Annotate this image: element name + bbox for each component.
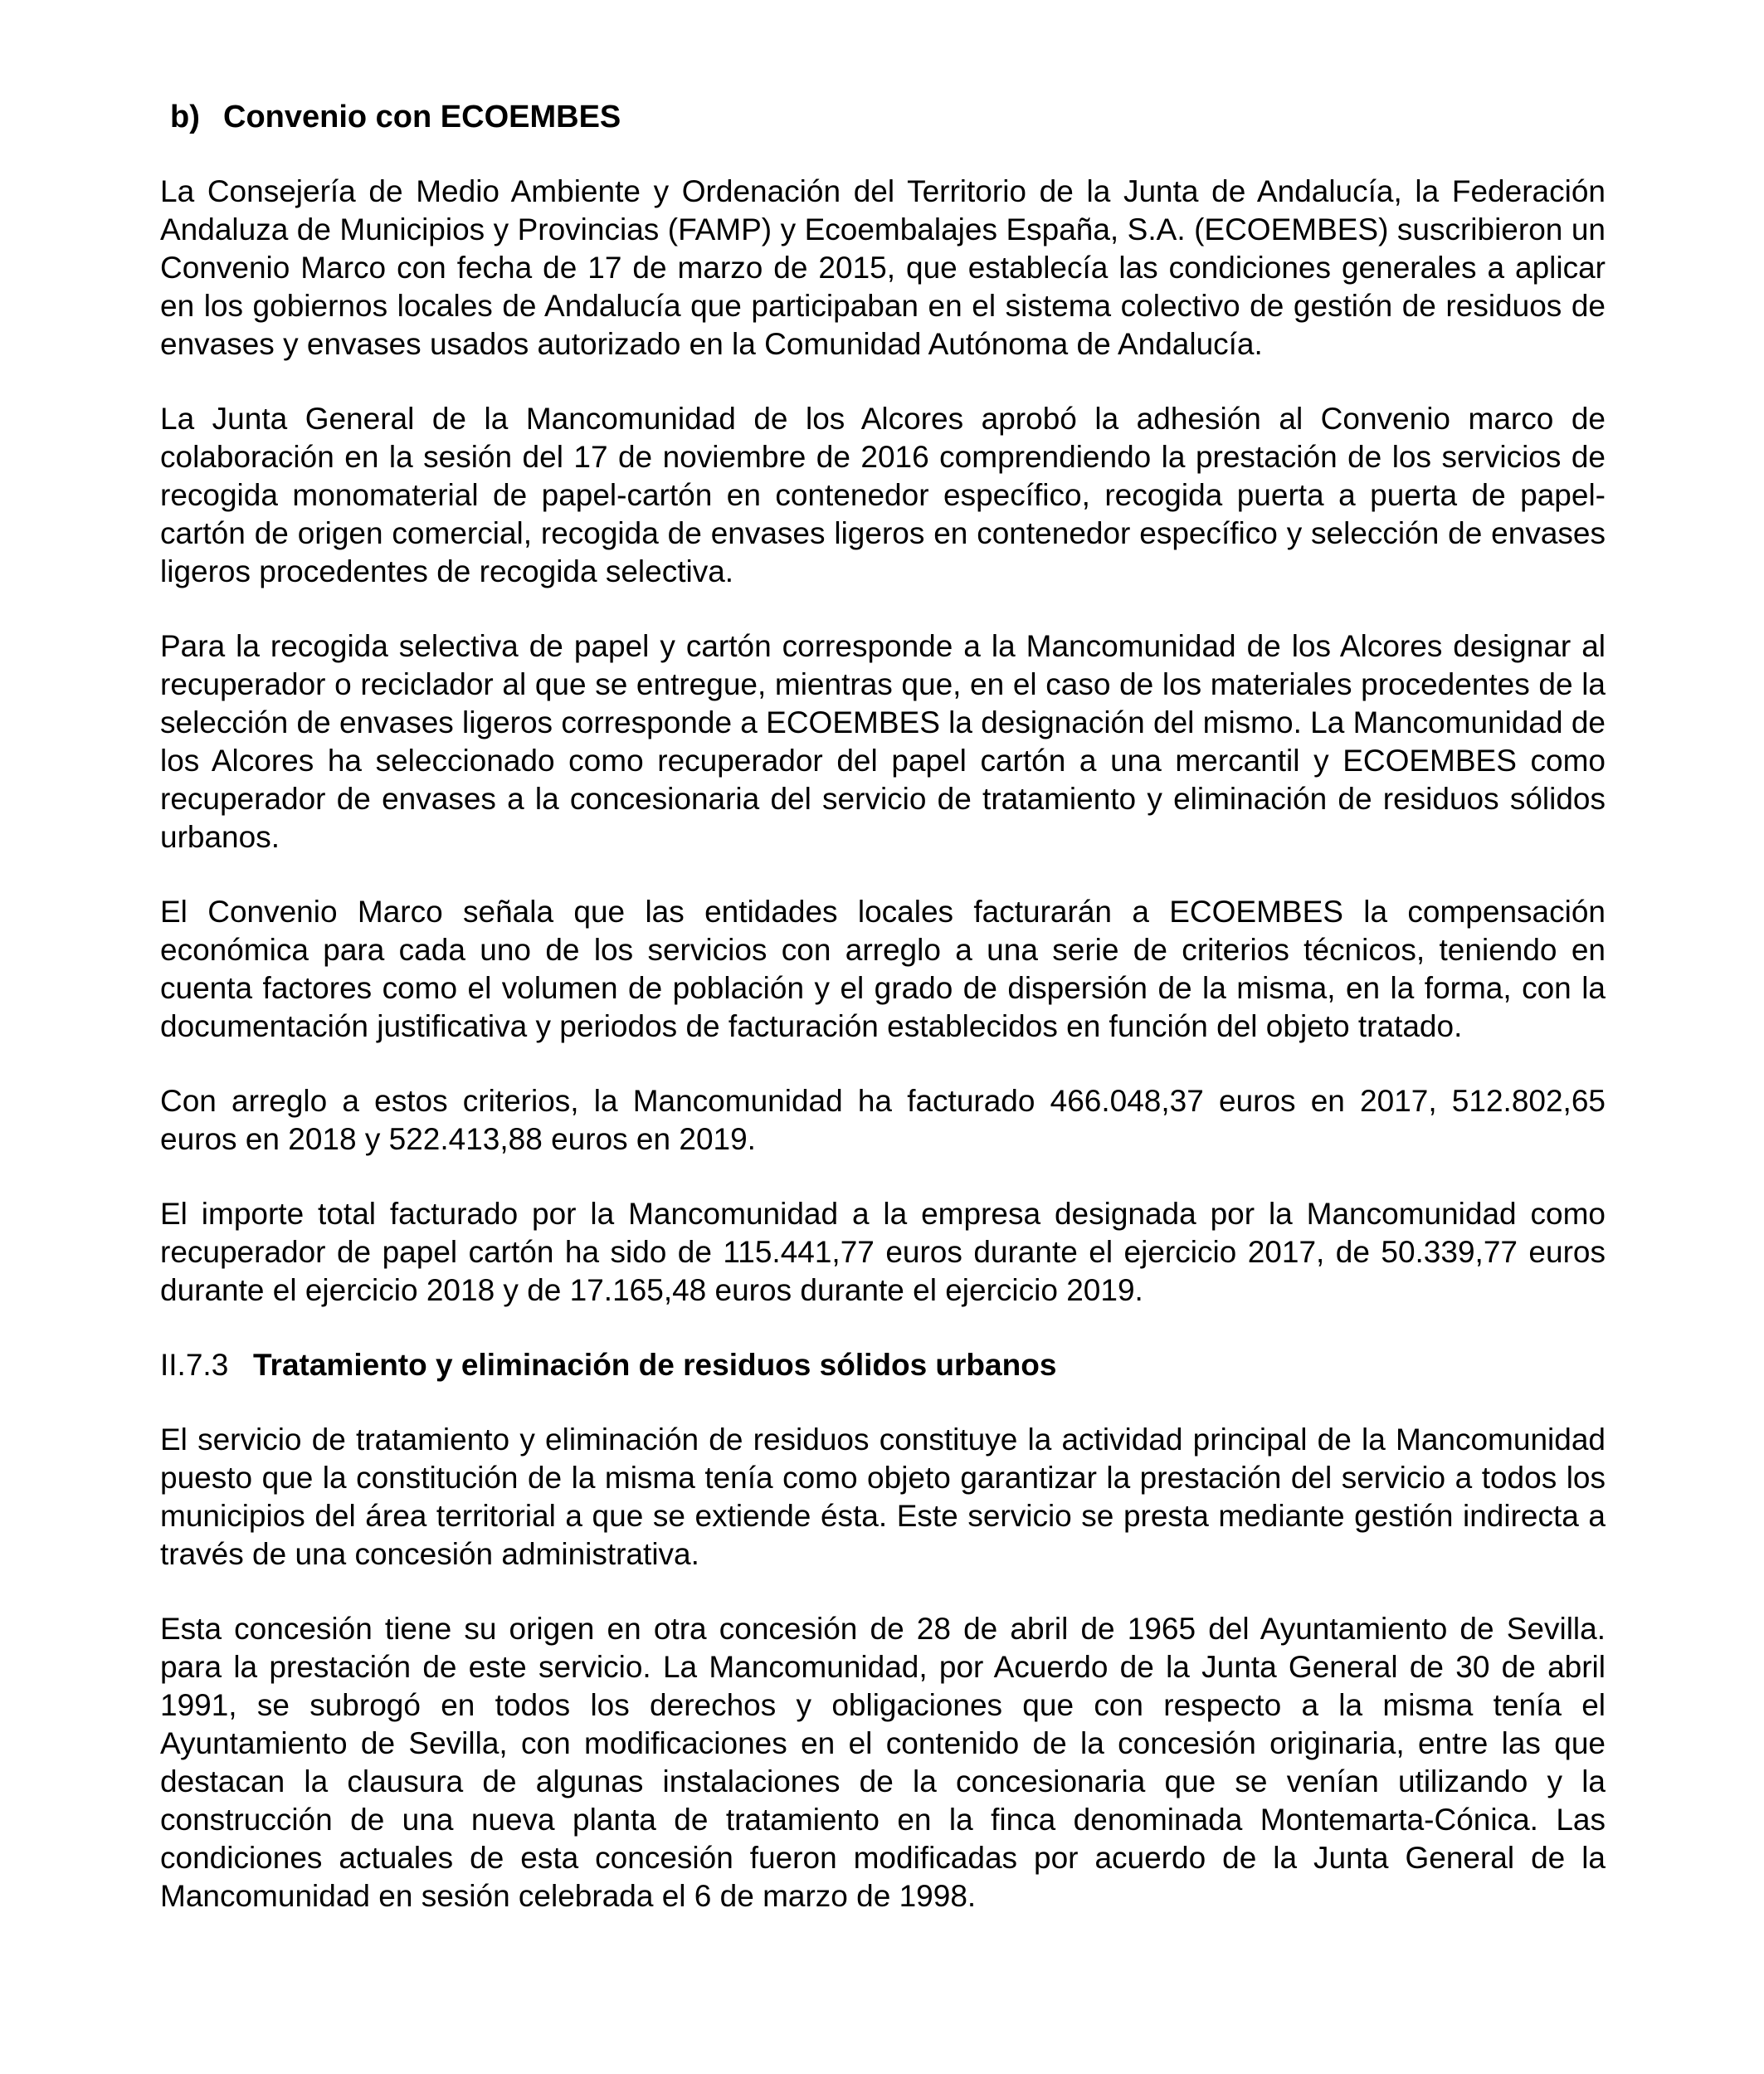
- paragraph-facturacion-criterios: El Convenio Marco señala que las entidades locales facturarán a ECOEMBES la compensación económica para cada uno de los servicios con arreglo a una serie de criterios técnicos, teniendo en cuenta factores como el volumen de población y el grado de dispersión de la misma, en la forma, con la documentación justificativa y periodos de facturación establecidos en función del objeto tratado.: [160, 895, 1606, 1043]
- subsection-marker: b): [170, 100, 200, 134]
- subsection-heading-b: [170, 98, 1606, 136]
- paragraph-importes-facturados: Con arreglo a estos criterios, la Mancomunidad ha facturado 466.048,37 euros en 2017, 512.802,65 euros en 2018 y 522.413,88 euros en 2019.: [160, 1084, 1606, 1156]
- section-title: Tratamiento y eliminación de residuos sólidos urbanos: [253, 1348, 1057, 1382]
- paragraph-origen-concesion: Esta concesión tiene su origen en otra concesión de 28 de abril de 1965 del Ayuntamiento de Sevilla. para la prestación de este servicio. La Mancomunidad, por Acuerdo de la Junta General de 30 de abril 1991, se subrogó en todos los derechos y obligaciones que con respecto a la misma tenía el Ayuntamiento de Sevilla, con modificaciones en el contenido de la concesión originaria, entre las que destacan la clausura de algunas instalaciones de la concesionaria que se venían utilizando y la construcción de una nueva planta de tratamiento en la finca denominada Montemarta-Cónica. Las condiciones actuales de esta concesión fueron modificadas por acuerdo de la Junta General de la Mancomunidad en sesión celebrada el 6 de marzo de 1998.: [160, 1612, 1606, 1913]
- paragraph-recuperador: Para la recogida selectiva de papel y cartón corresponde a la Mancomunidad de los Alcores designar al recuperador o reciclador al que se entregue, mientras que, en el caso de los materiales procedentes de la selección de envases ligeros corresponde a ECOEMBES la designación del mismo. La Mancomunidad de los Alcores ha seleccionado como recuperador del papel cartón a una mercantil y ECOEMBES como recuperador de envases a la concesionaria del servicio de tratamiento y eliminación de residuos sólidos urbanos.: [160, 629, 1606, 854]
- paragraph-convenio-marco: La Consejería de Medio Ambiente y Ordenación del Territorio de la Junta de Andalucía, la Federación Andaluza de Municipios y Provincias (FAMP) y Ecoembalajes España, S.A. (ECOEMBES) suscribieron un Convenio Marco con fecha de 17 de marzo de 2015, que establecía las condiciones generales a aplicar en los gobiernos locales de Andalucía que participaban en el sistema colectivo de gestión de residuos de envases y envases usados autorizado en la Comunidad Autónoma de Andalucía.: [160, 174, 1606, 361]
- section-number: II.7.3: [160, 1348, 229, 1382]
- paragraph-servicio-tratamiento: El servicio de tratamiento y eliminación de residuos constituye la actividad principal de la Mancomunidad puesto que la constitución de la misma tenía como objeto garantizar la prestación del servicio a todos los municipios del área territorial a que se extiende ésta. Este servicio se presta mediante gestión indirecta a través de una concesión administrativa.: [160, 1423, 1606, 1571]
- subsection-title: Convenio con ECOEMBES: [223, 100, 621, 134]
- paragraph-adhesion: La Junta General de la Mancomunidad de los Alcores aprobó la adhesión al Convenio marco de colaboración en la sesión del 17 de noviembre de 2016 comprendiendo la prestación de los servicios de recogida monomaterial de papel-cartón en contenedor específico, recogida puerta a puerta de papel-cartón de origen comercial, recogida de envases ligeros en contenedor específico y selección de envases ligeros procedentes de recogida selectiva.: [160, 402, 1606, 588]
- paragraph-importe-papel-carton: El importe total facturado por la Mancomunidad a la empresa designada por la Mancomunidad como recuperador de papel cartón ha sido de 115.441,77 euros durante el ejercicio 2017, de 50.339,77 euros durante el ejercicio 2018 y de 17.165,48 euros durante el ejercicio 2019.: [160, 1197, 1606, 1307]
- document-page: [160, 98, 1606, 1952]
- section-heading-ii73: [160, 1346, 1606, 1384]
